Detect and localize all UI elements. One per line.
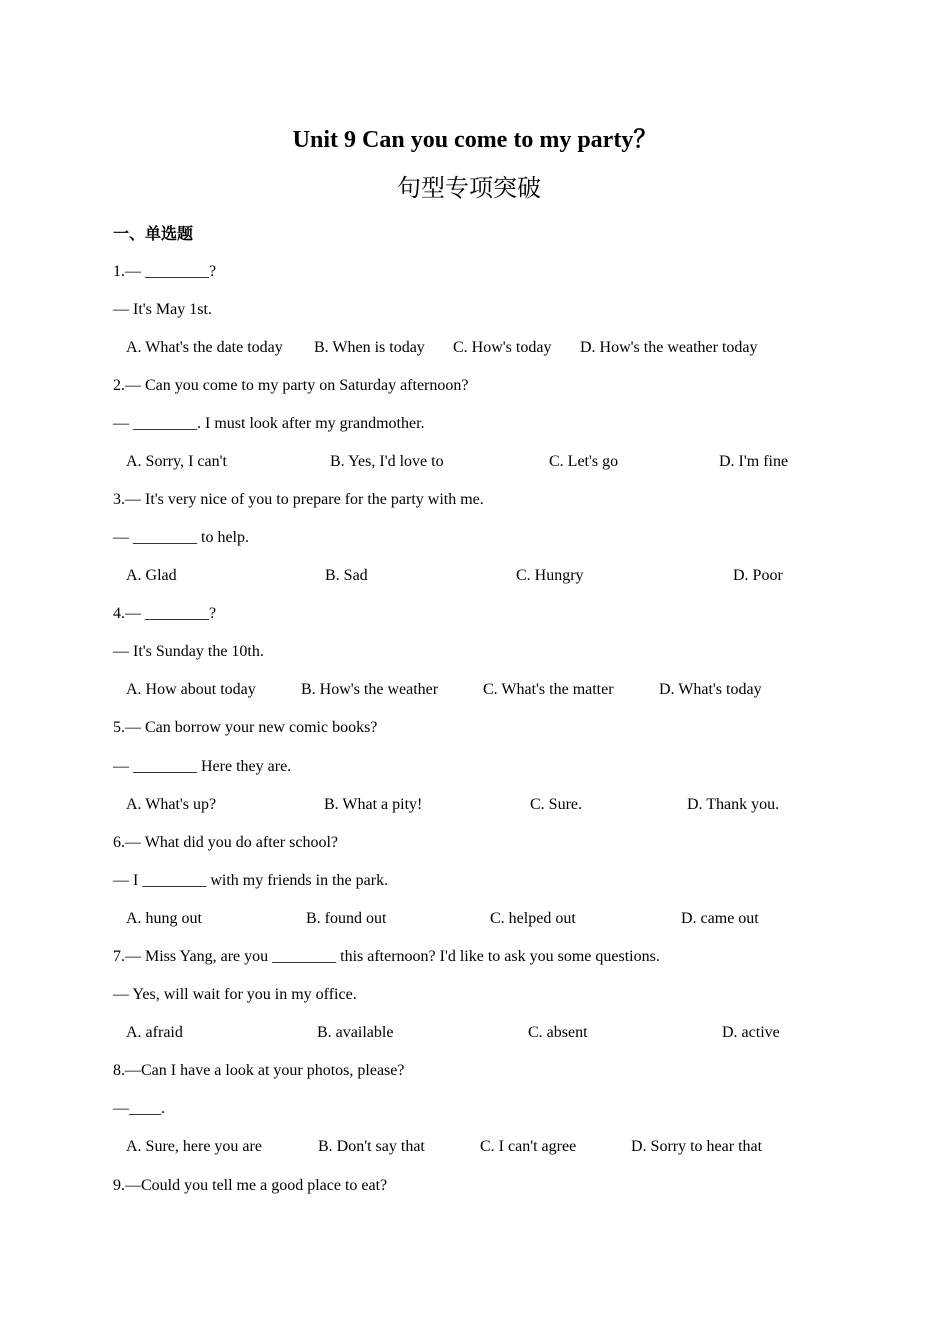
document-subtitle: 句型专项突破 — [397, 174, 541, 202]
question-5-option-b: B. What a pity! — [324, 796, 423, 813]
question-1-option-c: C. How's today — [453, 339, 552, 356]
question-2-option-b: B. Yes, I'd love to — [330, 453, 444, 470]
question-2-option-d: D. I'm fine — [719, 453, 789, 470]
question-3-option-b: B. Sad — [325, 567, 368, 584]
question-7-option-d: D. active — [722, 1024, 780, 1041]
document-title: Unit 9 Can you come to my party？ — [292, 127, 658, 153]
question-2-option-a: A. Sorry, I can't — [126, 453, 227, 470]
question-1-option-d: D. How's the weather today — [580, 339, 758, 356]
question-5-reply: — ________ Here they are. — [113, 758, 292, 775]
question-6-prompt: 6.— What did you do after school? — [113, 834, 338, 851]
question-3-reply: — ________ to help. — [113, 529, 249, 546]
question-7-option-a: A. afraid — [126, 1024, 183, 1041]
question-7-prompt: 7.— Miss Yang, are you ________ this afternoon? I'd like to ask you some questions. — [113, 948, 660, 965]
question-5-prompt: 5.— Can borrow your new comic books? — [113, 719, 378, 736]
question-4-option-a: A. How about today — [126, 681, 256, 698]
question-2-reply: — ________. I must look after my grandmother. — [113, 415, 425, 432]
question-1-prompt: 1.— ________? — [113, 263, 217, 280]
section-heading: 一、单选题 — [113, 224, 194, 243]
question-6-reply: — I ________ with my friends in the park. — [113, 872, 389, 889]
question-2-option-c: C. Let's go — [549, 453, 619, 470]
question-8-option-a: A. Sure, here you are — [126, 1138, 262, 1155]
question-4-prompt: 4.— ________? — [113, 605, 217, 622]
question-8-option-c: C. I can't agree — [480, 1138, 577, 1155]
question-1-reply: — It's May 1st. — [113, 301, 212, 318]
question-8-option-b: B. Don't say that — [318, 1138, 425, 1155]
question-8-option-d: D. Sorry to hear that — [631, 1138, 763, 1155]
question-3-option-a: A. Glad — [126, 567, 177, 584]
question-6-option-c: C. helped out — [490, 910, 576, 927]
question-6-option-a: A. hung out — [126, 910, 202, 927]
question-1-option-b: B. When is today — [314, 339, 425, 356]
question-7-reply: — Yes, will wait for you in my office. — [113, 986, 357, 1003]
question-2-prompt: 2.— Can you come to my party on Saturday afternoon? — [113, 377, 469, 394]
question-4-reply: — It's Sunday the 10th. — [113, 643, 264, 660]
question-5-option-c: C. Sure. — [530, 796, 582, 813]
question-6-option-d: D. came out — [681, 910, 759, 927]
question-3-option-c: C. Hungry — [516, 567, 584, 584]
question-5-option-d: D. Thank you. — [687, 796, 780, 813]
question-3-prompt: 3.— It's very nice of you to prepare for the party with me. — [113, 491, 484, 508]
question-9-prompt: 9.—Could you tell me a good place to eat? — [113, 1177, 388, 1194]
question-4-option-b: B. How's the weather — [301, 681, 439, 698]
question-4-option-c: C. What's the matter — [483, 681, 614, 698]
question-3-option-d: D. Poor — [733, 567, 783, 584]
question-7-option-b: B. available — [317, 1024, 394, 1041]
question-1-option-a: A. What's the date today — [126, 339, 283, 356]
question-7-option-c: C. absent — [528, 1024, 588, 1041]
question-8-prompt: 8.—Can I have a look at your photos, please? — [113, 1062, 405, 1079]
question-6-option-b: B. found out — [306, 910, 387, 927]
question-8-reply: —____. — [113, 1100, 165, 1117]
question-4-option-d: D. What's today — [659, 681, 762, 698]
question-5-option-a: A. What's up? — [126, 796, 217, 813]
